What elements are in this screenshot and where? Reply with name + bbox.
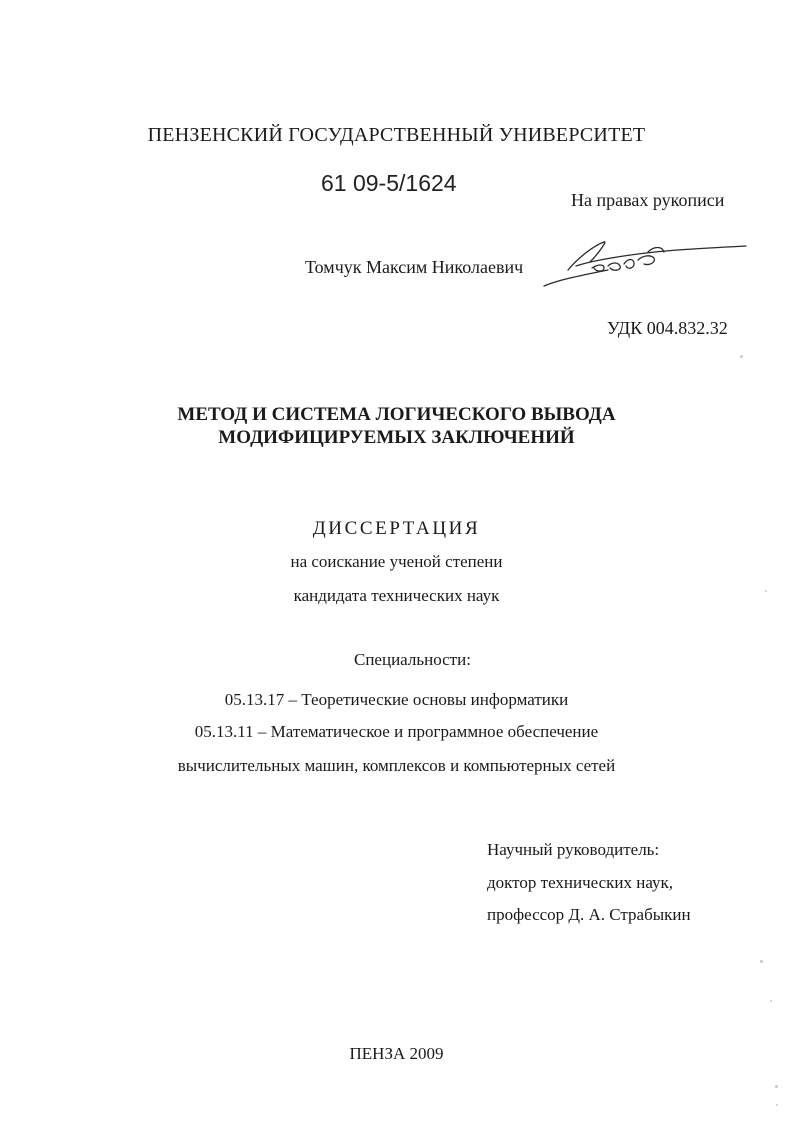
degree-line-2: кандидата технических наук: [293, 586, 500, 605]
signature: [538, 228, 748, 298]
supervisor-name: профессор Д. А. Страбыкин: [487, 905, 691, 924]
university-name: ПЕНЗЕНСКИЙ ГОСУДАРСТВЕННЫЙ УНИВЕРСИТЕТ: [147, 124, 646, 146]
specialties-label: Специальности:: [354, 650, 471, 669]
dissertation-title: [0, 403, 793, 449]
author-name: Томчук Максим Николаевич: [305, 257, 524, 277]
degree-line-1: на соискание ученой степени: [290, 552, 503, 571]
title-line-1: МЕТОД И СИСТЕМА ЛОГИЧЕСКОГО ВЫВОДА: [177, 404, 616, 425]
title-line-2: МОДИФИЦИРУЕМЫХ ЗАКЛЮЧЕНИЙ: [218, 427, 575, 448]
supervisor-degree: доктор технических наук,: [487, 873, 674, 892]
manuscript-rights: На правах рукописи: [571, 190, 725, 210]
specialty-continuation: вычислительных машин, комплексов и компьютерных сетей: [177, 756, 616, 775]
specialty-item: 05.13.17 – Теоретические основы информатики: [224, 690, 569, 709]
udc-code: УДК 004.832.32: [607, 318, 728, 338]
specialty-item: 05.13.11 – Математическое и программное обеспечение: [194, 722, 599, 741]
city-year: ПЕНЗА 2009: [349, 1044, 444, 1063]
archive-code: 61 09-5/1624: [321, 170, 457, 196]
supervisor-label: Научный руководитель:: [487, 840, 660, 859]
document-type: ДИССЕРТАЦИЯ: [312, 518, 481, 539]
